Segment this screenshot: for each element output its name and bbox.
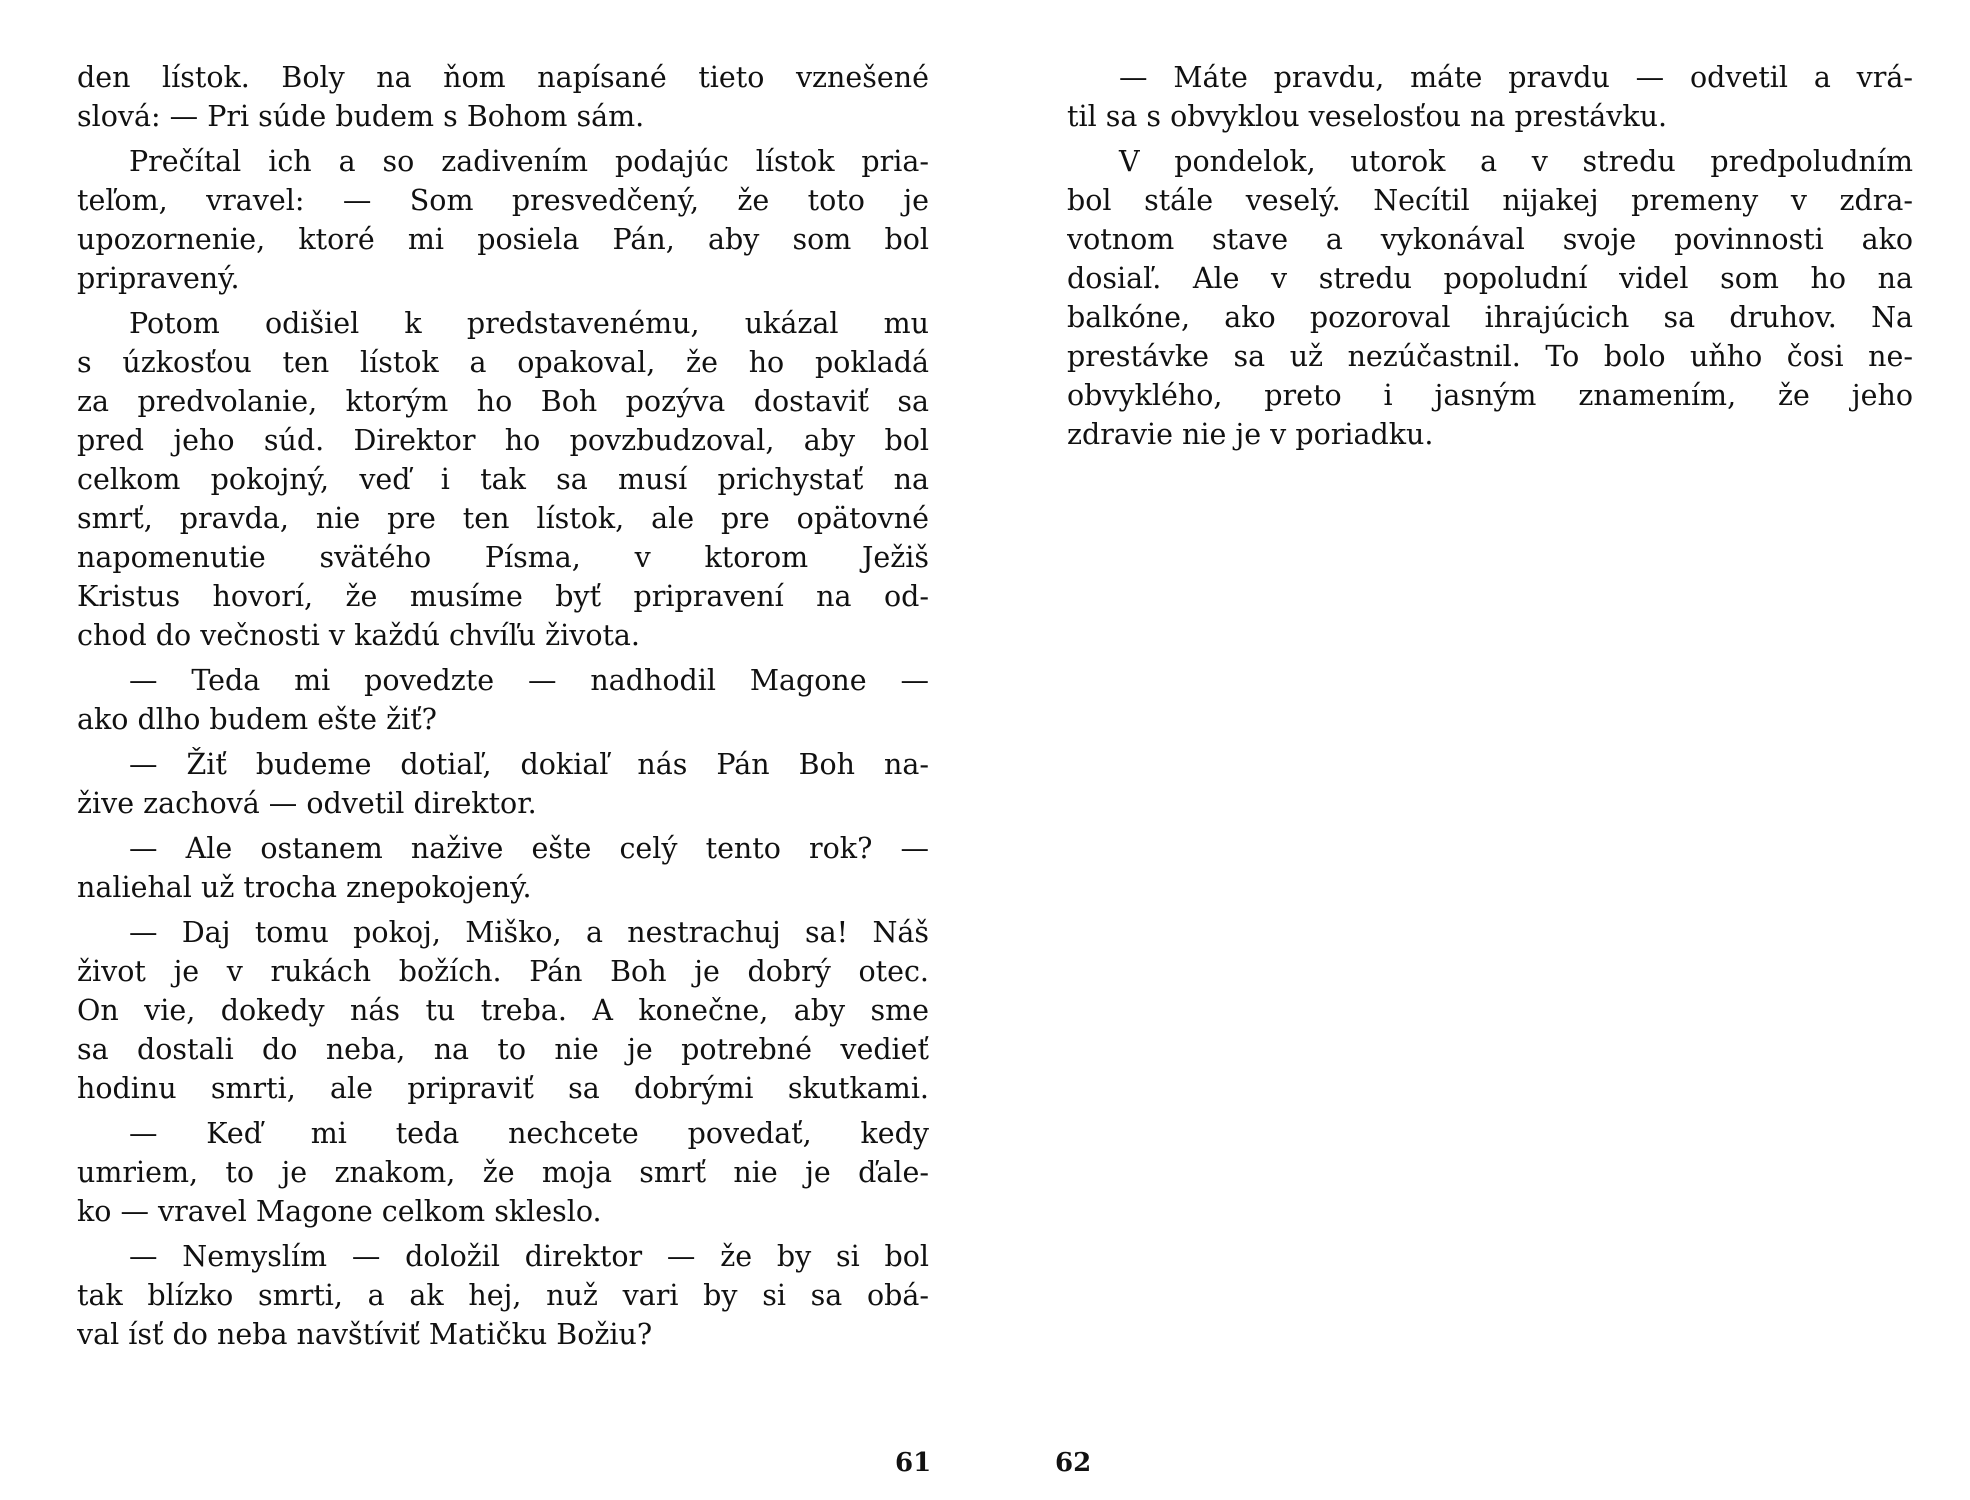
text-line: sa dostali do neba, na to nie je potrebné vedieť — [77, 1033, 929, 1066]
text-line: — Daj tomu pokoj, Miško, a nestrachuj sa! Náš — [129, 916, 929, 949]
text-line: tak blízko smrti, a ak hej, nuž vari by si sa obá- — [77, 1279, 929, 1312]
text-line: ako dlho budem ešte žiť? — [77, 703, 437, 736]
text-line: pred jeho súd. Direktor ho povzbudzoval, aby bol — [77, 424, 929, 457]
text-line: Kristus hovorí, že musíme byť pripravení na od- — [77, 580, 929, 613]
text-line: — Nemyslím — doložil direktor — že by si bol — [129, 1240, 929, 1273]
text-line: zdravie nie je v poriadku. — [1067, 418, 1434, 451]
text-line: val ísť do neba navštíviť Matičku Božiu? — [77, 1318, 653, 1351]
text-line: chod do večnosti v každú chvíľu života. — [77, 619, 640, 652]
text-line: den lístok. Boly na ňom napísané tieto vznešené — [77, 61, 929, 94]
text-line: Potom odišiel k predstavenému, ukázal mu — [129, 307, 929, 340]
text-line: celkom pokojný, veď i tak sa musí prichystať na — [77, 463, 929, 496]
text-line: — Ale ostanem nažive ešte celý tento rok? — — [129, 832, 929, 865]
text-line: til sa s obvyklou veselosťou na prestávku. — [1067, 100, 1668, 133]
text-line: Prečítal ich a so zadivením podajúc lístok pria- — [129, 145, 929, 178]
text-line: umriem, to je znakom, že moja smrť nie je ďale- — [77, 1156, 929, 1189]
text-line: V pondelok, utorok a v stredu predpoludním — [1119, 145, 1913, 178]
text-line: bol stále veselý. Necítil nijakej premeny v zdra- — [1067, 184, 1913, 217]
text-line: votnom stave a vykonával svoje povinnosti ako — [1067, 223, 1913, 256]
text-line: napomenutie svätého Písma, v ktorom Ježiš — [77, 541, 929, 574]
text-line: žive zachová — odvetil direktor. — [77, 787, 537, 820]
right-page — [985, 0, 1970, 1500]
text-line: — Žiť budeme dotiaľ, dokiaľ nás Pán Boh na- — [129, 748, 929, 781]
text-line: život je v rukách božích. Pán Boh je dobrý otec. — [77, 955, 929, 988]
page-number: 61 — [895, 1448, 932, 1478]
text-line: obvyklého, preto i jasným znamením, že jeho — [1067, 379, 1913, 412]
text-line: naliehal už trocha znepokojený. — [77, 871, 532, 904]
text-line: slová: — Pri súde budem s Bohom sám. — [77, 100, 645, 133]
text-line: — Keď mi teda nechcete povedať, kedy — [129, 1117, 929, 1150]
right-page-text — [1067, 58, 1913, 454]
text-line: s úzkosťou ten lístok a opakoval, že ho pokladá — [77, 346, 929, 379]
left-page-text — [77, 58, 929, 1354]
text-line: dosiaľ. Ale v stredu popoludní videl som ho na — [1067, 262, 1913, 295]
text-line: On vie, dokedy nás tu treba. A konečne, aby sme — [77, 994, 929, 1027]
page-number: 62 — [1055, 1448, 1092, 1478]
text-line: smrť, pravda, nie pre ten lístok, ale pre opätovné — [77, 502, 929, 535]
text-line: za predvolanie, ktorým ho Boh pozýva dostaviť sa — [77, 385, 929, 418]
text-line: — Teda mi povedzte — nadhodil Magone — — [129, 664, 929, 697]
text-line: pripravený. — [77, 262, 240, 295]
text-line: hodinu smrti, ale pripraviť sa dobrými skutkami. — [77, 1072, 929, 1105]
text-line: upozornenie, ktoré mi posiela Pán, aby som bol — [77, 223, 929, 256]
text-line: ko — vravel Magone celkom skleslo. — [77, 1195, 602, 1228]
text-line: balkóne, ako pozoroval ihrajúcich sa druhov. Na — [1067, 301, 1913, 334]
text-line: — Máte pravdu, máte pravdu — odvetil a vrá- — [1119, 61, 1913, 94]
text-line: prestávke sa už nezúčastnil. To bolo uňho čosi ne- — [1067, 340, 1913, 373]
text-line: teľom, vravel: — Som presvedčený, že toto je — [77, 184, 929, 217]
